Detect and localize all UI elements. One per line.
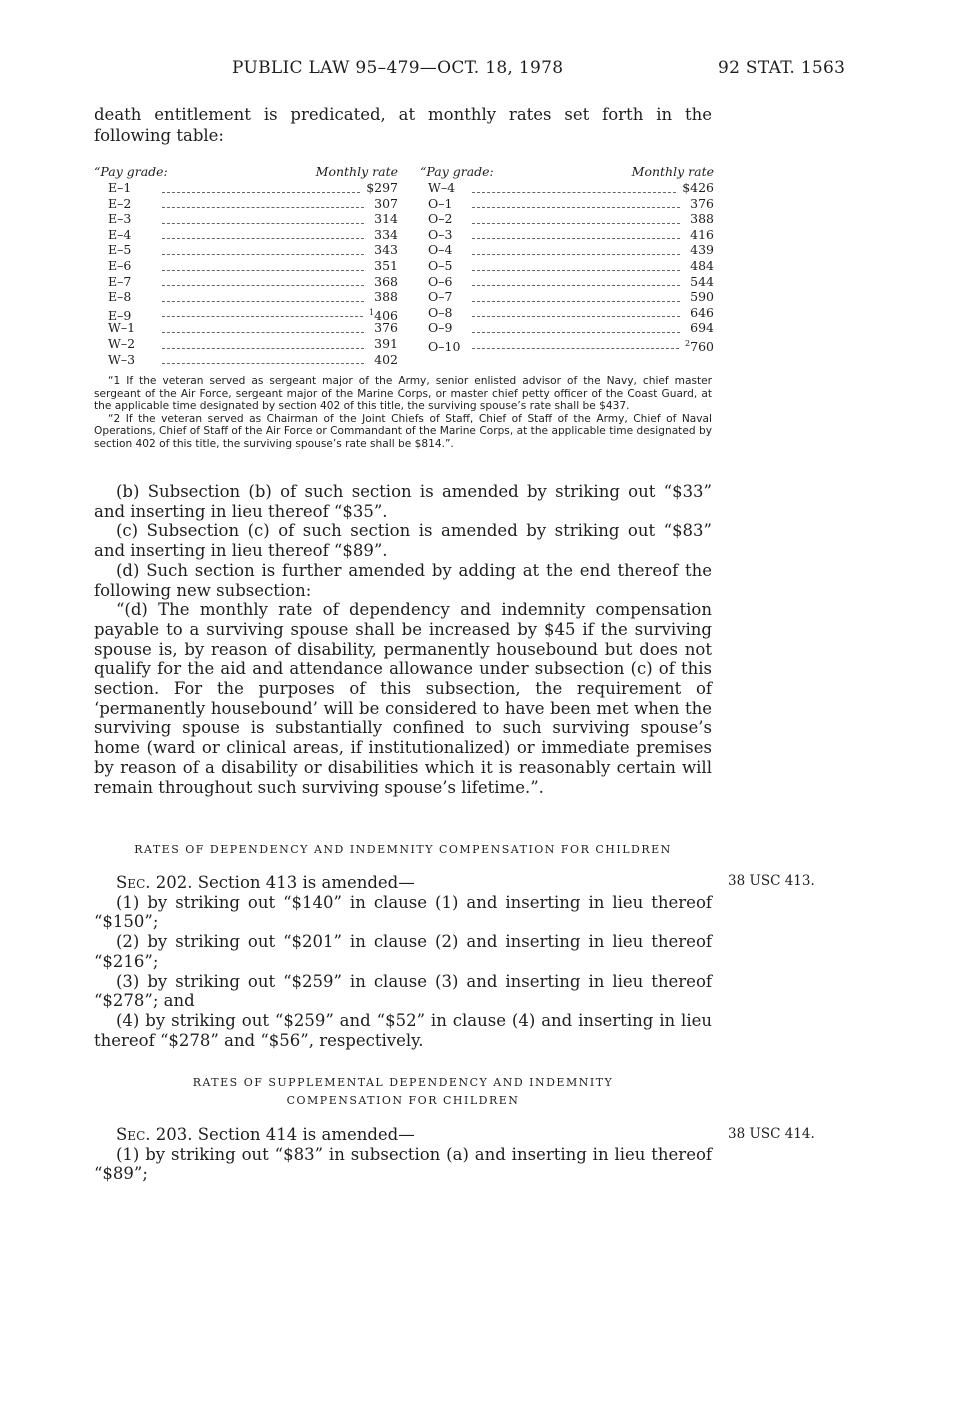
rate-value: 406 <box>374 307 398 323</box>
dot-leader <box>162 316 363 317</box>
table-row <box>420 320 714 336</box>
pay-grade: O–5 <box>428 257 453 273</box>
section-number: Sec. 203. <box>116 1125 193 1144</box>
pay-grade: W–3 <box>108 351 136 367</box>
heading-line-1: RATES OF SUPPLEMENTAL DEPENDENCY AND INDEMNITY <box>192 1076 614 1089</box>
monthly-rate <box>686 258 714 274</box>
dot-leader <box>162 207 364 208</box>
dot-leader <box>162 238 364 239</box>
table-row <box>420 258 714 274</box>
header-title: PUBLIC LAW 95–479—OCT. 18, 1978 <box>232 58 564 78</box>
rate-value: 484 <box>690 257 714 273</box>
dot-leader <box>472 316 680 317</box>
pay-grade: O–10 <box>428 339 461 355</box>
monthly-rate <box>366 180 398 196</box>
table-row <box>420 180 714 196</box>
monthly-rate <box>370 336 398 352</box>
table-row <box>420 196 714 212</box>
table-row <box>94 274 398 290</box>
margin-note-413: 38 USC 413. <box>728 873 815 889</box>
rate-table-left-column <box>94 164 398 367</box>
rate-value: 646 <box>690 304 714 320</box>
table-header <box>94 164 398 180</box>
table-row <box>420 336 714 355</box>
pay-grade: E–8 <box>108 289 132 305</box>
section-heading-supplemental <box>94 1074 712 1110</box>
monthly-rate <box>686 227 714 243</box>
dot-leader <box>162 270 364 271</box>
dot-leader <box>162 301 364 302</box>
rate-value: $297 <box>366 180 398 195</box>
monthly-rate <box>370 258 398 274</box>
clause-4: (4) by striking out “$259” and “$52” in clause (4) and inserting in lieu thereof “$278” and “$56”, respectively. <box>94 1010 712 1050</box>
rate-value: 694 <box>690 320 714 336</box>
dot-leader <box>162 285 364 286</box>
rate-value: 376 <box>374 320 398 336</box>
monthly-rate <box>370 242 398 258</box>
section-number: Sec. 202. <box>116 873 193 892</box>
dot-leader <box>472 238 680 239</box>
monthly-rate <box>370 211 398 227</box>
pay-grade: E–2 <box>108 195 132 211</box>
table-footnotes <box>94 375 712 451</box>
monthly-rate <box>686 289 714 305</box>
monthly-rate-header: Monthly rate <box>631 164 714 179</box>
pay-grade: O–3 <box>428 226 453 242</box>
pay-grade: E–3 <box>108 211 132 227</box>
rate-value: 307 <box>374 195 398 211</box>
table-row <box>94 242 398 258</box>
monthly-rate <box>370 227 398 243</box>
monthly-rate <box>686 196 714 212</box>
rate-value: 590 <box>690 289 714 305</box>
clause-2: (2) by striking out “$201” in clause (2) and inserting in lieu thereof “$216”; <box>94 932 712 971</box>
rate-value: 351 <box>374 257 398 273</box>
rate-value: 334 <box>374 226 398 242</box>
rate-value: 391 <box>374 335 398 351</box>
section-lead-text: Section 413 is amended— <box>197 873 415 892</box>
table-row <box>420 227 714 243</box>
pay-grade: O–6 <box>428 273 453 289</box>
paragraph-d: (d) Such section is further amended by adding at the end thereof the following new subsection: <box>94 560 712 600</box>
pay-grade: O–1 <box>428 195 453 211</box>
table-row <box>94 320 398 336</box>
dot-leader <box>472 348 679 349</box>
monthly-rate <box>686 211 714 227</box>
paragraph-c: (c) Subsection (c) of such section is amended by striking out “$83” and inserting in lieu thereof “$89”. <box>94 521 712 561</box>
table-row <box>94 289 398 305</box>
monthly-rate <box>685 336 714 355</box>
dot-leader <box>162 363 364 364</box>
page-header <box>0 58 953 84</box>
pay-grade: E–5 <box>108 242 132 258</box>
pay-grade: E–4 <box>108 226 132 242</box>
section-heading-children: RATES OF DEPENDENCY AND INDEMNITY COMPENSATION FOR CHILDREN <box>134 843 672 856</box>
rate-value: 368 <box>374 273 398 289</box>
pay-grade-header: “Pay grade: <box>420 164 494 179</box>
pay-grade: O–8 <box>428 304 453 320</box>
dot-leader <box>472 192 676 193</box>
pay-grade: W–1 <box>108 320 136 336</box>
pay-grade: E–1 <box>108 180 132 195</box>
rate-value: 388 <box>374 289 398 305</box>
header-page-ref: 92 STAT. 1563 <box>718 58 846 78</box>
section-lead-text: Section 414 is amended— <box>197 1125 415 1144</box>
monthly-rate <box>682 180 714 196</box>
monthly-rate <box>370 274 398 290</box>
table-row <box>420 305 714 321</box>
table-row <box>94 196 398 212</box>
table-row <box>94 211 398 227</box>
new-subsection-d: “(d) The monthly rate of dependency and indemnity compensation payable to a surviving spouse shall be increased by $45 if the surviving spouse is, by reason of disability, permanently housebound but does not qualify for the aid and attendance allowance under subsection (c) of this section. For the purposes of this subsection, the requirement of ‘permanently housebound’ will be considered to have been met when the surviving spouse is substantially confined to such surviving spouse’s home (ward or clinical areas, if institutionalized) or immediate premises by reason of a disability or disabilities which it is reasonably certain will remain throughout such surviving spouse’s lifetime.”. <box>94 600 712 797</box>
rate-value: 402 <box>374 351 398 367</box>
footnote-marker: 1 <box>369 307 375 317</box>
monthly-rate <box>370 289 398 305</box>
pay-grade: E–7 <box>108 273 132 289</box>
dot-leader <box>472 285 680 286</box>
dot-leader <box>162 332 364 333</box>
monthly-rate <box>686 242 714 258</box>
monthly-rate <box>686 320 714 336</box>
intro-text: death entitlement is predicated, at monthly rates set forth in the following table: <box>94 105 712 145</box>
heading-line-2: COMPENSATION FOR CHILDREN <box>286 1094 520 1107</box>
pay-grade: O–9 <box>428 320 453 336</box>
pay-grade: W–2 <box>108 335 136 351</box>
table-row <box>94 336 398 352</box>
pay-grade: O–2 <box>428 211 453 227</box>
monthly-rate <box>370 352 398 368</box>
rate-value: 314 <box>374 211 398 227</box>
dot-leader <box>162 254 364 255</box>
table-row <box>94 352 398 368</box>
clause-1: (1) by striking out “$83” in subsection (a) and inserting in lieu thereof “$89”; <box>94 1144 712 1184</box>
pay-grade-header: “Pay grade: <box>94 164 168 179</box>
dot-leader <box>472 270 680 271</box>
rate-table-right-column <box>420 164 714 355</box>
dot-leader <box>472 207 680 208</box>
pay-grade: W–4 <box>428 180 456 195</box>
monthly-rate <box>370 320 398 336</box>
monthly-rate-header: Monthly rate <box>315 164 398 179</box>
pay-grade: O–7 <box>428 289 453 305</box>
footnote-2: “2 If the veteran served as Chairman of the Joint Chiefs of Staff, Chief of Staff of the Army, Chief of Naval Operations, Chief of Staff of the Air Force or Commandant of the Marine Corps, at the applicable time designated by section 402 of this title, the surviving spouse’s rate shall be $814.”. <box>94 412 712 450</box>
dot-leader <box>162 192 360 193</box>
pay-grade: O–4 <box>428 242 453 258</box>
clause-1: (1) by striking out “$140” in clause (1) and inserting in lieu thereof “$150”; <box>94 892 712 932</box>
dot-leader <box>162 223 364 224</box>
table-row <box>94 258 398 274</box>
table-row <box>94 180 398 196</box>
pay-grade: E–9 <box>108 307 132 323</box>
section-203 <box>94 1125 712 1184</box>
footnote-1: “1 If the veteran served as sergeant major of the Army, senior enlisted advisor of the Navy, chief master sergeant of the Air Force, sergeant major of the Marine Corps, or master chief petty officer of the Coast Guard, at the applicable time designated by section 402 of this title, the surviving spouse’s rate shall be $437. <box>94 375 712 413</box>
section-202 <box>94 873 712 1050</box>
paragraph-b: (b) Subsection (b) of such section is amended by striking out “$33” and inserting in lieu thereof “$35”. <box>94 482 712 521</box>
rate-value: 388 <box>690 211 714 227</box>
margin-note-414: 38 USC 414. <box>728 1126 815 1142</box>
table-row <box>420 242 714 258</box>
table-header <box>420 164 714 180</box>
dot-leader <box>472 332 680 333</box>
dot-leader <box>162 348 364 349</box>
dot-leader <box>472 254 680 255</box>
table-row <box>94 227 398 243</box>
rate-value: 416 <box>690 226 714 242</box>
dot-leader <box>472 223 680 224</box>
pay-grade: E–6 <box>108 257 132 273</box>
monthly-rate <box>686 274 714 290</box>
amendment-paragraphs <box>94 482 712 797</box>
dot-leader <box>472 301 680 302</box>
monthly-rate <box>686 305 714 321</box>
rate-value: 343 <box>374 242 398 258</box>
footnote-marker: 2 <box>685 338 691 348</box>
table-row <box>420 289 714 305</box>
rate-value: $426 <box>682 180 714 195</box>
table-row <box>420 274 714 290</box>
rate-value: 760 <box>690 339 714 355</box>
clause-3: (3) by striking out “$259” in clause (3) and inserting in lieu thereof “$278”; and <box>94 971 712 1011</box>
rate-value: 544 <box>690 273 714 289</box>
table-row <box>420 211 714 227</box>
rate-value: 376 <box>690 195 714 211</box>
table-row <box>94 305 398 321</box>
rate-value: 439 <box>690 242 714 258</box>
monthly-rate <box>370 196 398 212</box>
